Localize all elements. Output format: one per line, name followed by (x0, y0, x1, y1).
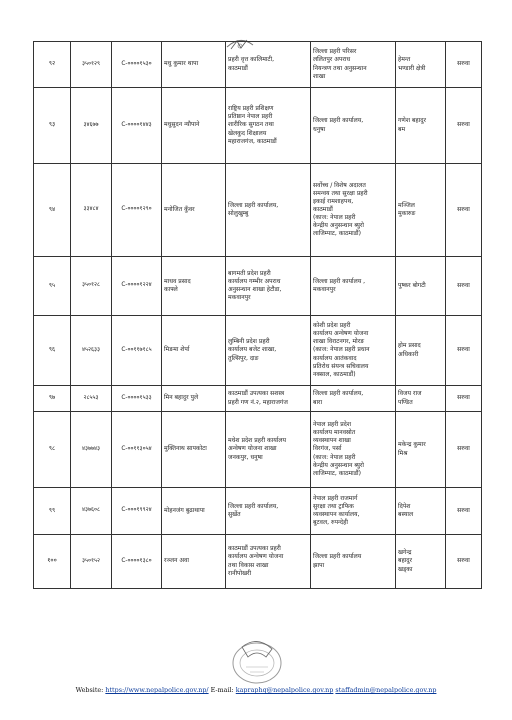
current-office-line: प्रहरी वृत्त कालिमाटी, (228, 56, 275, 64)
new-office-line: व्यवस्थापन शाखा (313, 437, 351, 445)
new-office-line: जिल्ला प्रहरी कार्यालय (313, 553, 362, 561)
current-office-line: तुल्सिपुर, दाङ (228, 354, 259, 362)
decision-cell: सरुवा (446, 535, 482, 589)
new-office-line: (काज: नेपाल प्रहरी (313, 214, 356, 222)
approver-line: भण्डारी क्षेत्री (398, 64, 426, 72)
serial-number-cell: ९४ (34, 164, 71, 257)
approver-line: पुष्कर बोगटी (398, 281, 426, 289)
new-office-cell (311, 42, 396, 88)
new-office-line: काठमाडौं (313, 205, 333, 213)
code-number-cell: C-००००१३८० (112, 535, 162, 589)
current-office-cell (226, 535, 311, 589)
new-office-line: कार्यालय अन्वेषण योजना (313, 330, 369, 338)
current-office-line: महाराजगंज, काठमाडौं (228, 137, 277, 145)
table-row (34, 88, 482, 164)
current-office-cell (226, 488, 311, 535)
employee-name-line: मधु कुमार थापा (164, 60, 199, 68)
official-seal (222, 637, 292, 687)
employee-name-line: मिङमा शेर्पा (164, 346, 190, 354)
approver-cell (396, 412, 446, 488)
new-office-cell (311, 386, 396, 412)
employee-name-cell (162, 257, 226, 316)
new-office-line: झापा (313, 561, 325, 569)
current-office-line: अन्वेषण योजना शाखा (228, 445, 277, 453)
approver-line: मुकारुङ (398, 210, 416, 217)
employee-name-cell (162, 42, 226, 88)
new-office-line: कार्यालय मानवस्रोत (313, 429, 356, 437)
approver-cell (396, 488, 446, 535)
current-office-line: जिल्ला प्रहरी कार्यालय, (228, 201, 279, 209)
approver-line: गणेश बहादुर (398, 117, 426, 125)
current-office-cell (226, 164, 311, 257)
approver-line: होम प्रसाद (398, 342, 421, 350)
current-office-line: अनुसन्धान शाखा हेटौडा, (228, 286, 282, 293)
approver-cell (396, 386, 446, 412)
employee-name-line: मिन बहादुर पुले (164, 394, 199, 402)
new-office-line: (काज: नेपाल प्रहरी (313, 453, 356, 461)
approver-line: बम (398, 125, 406, 133)
serial-number-cell: १०० (34, 535, 71, 589)
new-office-line: समन्वय तथा सुरक्षा प्रहरी (313, 189, 368, 197)
current-office-line: खेलकुद शिक्षालय (228, 129, 267, 137)
code-number-cell: C-००११७१८५ (112, 316, 162, 386)
new-office-line: बुटवल, रुपन्देही (313, 519, 348, 527)
approver-line: मिश्र (398, 449, 408, 457)
email-label: E-mail: (210, 686, 234, 694)
new-office-line: ललितपुर अपराध (313, 56, 351, 64)
approver-cell (396, 535, 446, 589)
table-row (34, 412, 482, 488)
employee-number-cell: २८५५३ (71, 386, 112, 412)
new-office-line: जिल्ला प्रहरी परिसर (313, 48, 357, 56)
email-link-kapraphq[interactable]: kapraphq@nepalpolice.gov.np (235, 686, 334, 694)
employee-number-cell: ४५२६३३ (71, 316, 112, 386)
new-office-line: बारा (313, 398, 323, 406)
new-office-line: जिल्ला प्रहरी कार्यालय, (313, 117, 364, 125)
serial-number-cell: ९३ (34, 88, 71, 164)
current-office-line: मधेश प्रदेश प्रहरी कार्यालय (228, 437, 287, 445)
current-office-line: काठमाडौं (228, 64, 248, 72)
code-number-cell: C-०००१९९२४ (112, 488, 162, 535)
employee-number-cell: ३५०१२८ (71, 257, 112, 316)
new-office-line: लाजिम्पाट, काठमाडौं) (313, 469, 361, 477)
decision-cell: सरुवा (446, 316, 482, 386)
employee-name-line: रञ्जन अवा (164, 557, 190, 565)
employee-number-cell: ३५०१५२ (71, 535, 112, 589)
employee-number-cell: ४३७७४३ (71, 412, 112, 488)
current-office-line: सुर्खेत (228, 511, 241, 518)
decision-cell: सरुवा (446, 412, 482, 488)
employee-name-line: काफ्ले (164, 286, 178, 293)
approver-line: पण्डित (398, 398, 413, 406)
employee-name-cell (162, 88, 226, 164)
employee-name-line: मधुसुदन न्यौपाने (164, 121, 200, 129)
table-row (34, 42, 482, 88)
employee-name-cell (162, 164, 226, 257)
employee-number-cell: ३४६७७ (71, 88, 112, 164)
new-office-cell (311, 164, 396, 257)
current-office-line: तथा विकास शाखा (228, 561, 269, 569)
new-office-cell (311, 535, 396, 589)
website-label: Website: (75, 686, 104, 694)
new-office-line: सुरक्षा तथा ट्राफिक (313, 502, 354, 510)
approver-cell (396, 164, 446, 257)
employee-name-cell (162, 316, 226, 386)
current-office-line: काठमाडौं उपत्यका प्रहरी (228, 545, 281, 553)
decision-cell: सरुवा (446, 88, 482, 164)
approver-cell (396, 316, 446, 386)
approver-line: मञ्जिल (398, 201, 415, 209)
new-office-cell (311, 412, 396, 488)
approver-line: विजय राज (398, 390, 422, 398)
new-office-line: इकाई रामशाहपथ, (313, 197, 354, 205)
current-office-line: जिल्ला प्रहरी कार्यालय, (228, 502, 279, 510)
new-office-line: नियन्त्रण तथा अनुसन्धान (313, 64, 367, 72)
serial-number-cell: ९८ (34, 412, 71, 488)
current-office-line: काठमाडौं उपत्यका सशस्त्र (228, 390, 285, 398)
new-office-line: सर्वोच्च / विशेष अदालत (313, 181, 366, 189)
approver-cell (396, 257, 446, 316)
new-office-line: धनुषा (313, 125, 326, 133)
new-office-line: नक्साल, काठमाडौं) (313, 370, 356, 378)
new-office-line: प्रतिरोध संयन्त्र सचिवालय (313, 362, 369, 370)
employee-name-cell (162, 535, 226, 589)
employee-name-cell (162, 488, 226, 535)
new-office-line: शाखा (313, 72, 326, 80)
employee-number-cell: ४३७६०८ (71, 488, 112, 535)
approver-line: मकेन्द्र कुमार (398, 441, 426, 449)
new-office-line: मकवानपुर (313, 286, 336, 293)
current-office-line: बागमती प्रदेश प्रहरी (228, 269, 271, 277)
new-office-line: जिल्ला प्रहरी कार्यालय , (313, 277, 366, 285)
email-link-staffadmin[interactable]: staffadmin@nepalpolice.gov.np (335, 686, 437, 694)
employee-name-cell (162, 386, 226, 412)
approver-line: हेमन्त (398, 56, 411, 64)
footer (0, 686, 512, 694)
decision-cell: सरुवा (446, 42, 482, 88)
new-office-line: कार्यालय आतंकवाद (313, 354, 357, 362)
new-office-line: विरगंज, पर्सा (313, 445, 342, 453)
approver-line: बस्याल (398, 511, 414, 518)
approver-line: खगेन्द्र (398, 549, 412, 557)
current-office-line: प्रतिष्ठान नेपाल प्रहरी (228, 113, 273, 121)
current-office-line: शारीरिक सुगठन तथा (228, 121, 274, 129)
new-office-cell (311, 257, 396, 316)
serial-number-cell: ९९ (34, 488, 71, 535)
current-office-line: प्रहरी गण नं.२, महाराजगंज (228, 398, 288, 406)
approver-cell (396, 88, 446, 164)
current-office-cell (226, 88, 311, 164)
employee-name-line: मनोजित कुँवर (164, 205, 195, 213)
new-office-line: केन्द्रीय अनुसन्धान ब्युरो (313, 222, 364, 230)
website-link[interactable]: https://www.nepalpolice.gov.np/ (105, 686, 209, 694)
code-number-cell: C-००११३०५४ (112, 412, 162, 488)
table-row (34, 257, 482, 316)
decision-cell: सरुवा (446, 257, 482, 316)
current-office-line: कार्यालय बजेट शाखा, (228, 346, 277, 354)
new-office-line: लाजिम्पाट, काठमाडौं) (313, 230, 361, 238)
current-office-cell (226, 42, 311, 88)
current-office-line: रानीपोखरी (228, 569, 252, 577)
approver-line: दिपेश (398, 502, 411, 510)
new-office-line: शाखा विराटनगर, मोरङ (313, 338, 365, 346)
current-office-line: सोलुखुम्बु (228, 210, 249, 217)
approver-line: अधिकारी (398, 350, 419, 358)
code-number-cell: C-००००१२२४ (112, 257, 162, 316)
current-office-cell (226, 386, 311, 412)
decision-cell: सरुवा (446, 488, 482, 535)
employee-name-cell (162, 412, 226, 488)
table-row (34, 488, 482, 535)
table-body (34, 42, 482, 589)
table-row (34, 164, 482, 257)
current-office-line: जनकपुर, धनुषा (228, 453, 263, 461)
new-office-cell (311, 316, 396, 386)
employee-name-line: माधव प्रसाद (164, 277, 191, 285)
decision-cell: सरुवा (446, 386, 482, 412)
new-office-line: कोशी प्रदेश प्रहरी (313, 322, 351, 330)
employee-name-line: मोहनजंग बुढाथापा (164, 506, 205, 514)
code-number-cell: C-००००१५३३ (112, 386, 162, 412)
current-office-line: राष्ट्रिय प्रहरी प्रशिक्षण (228, 105, 274, 113)
transfer-table (33, 41, 482, 589)
current-office-line: कार्यालय अन्वेषण योजना (228, 553, 284, 561)
current-office-line: लुम्बिनी प्रदेश प्रहरी (228, 338, 270, 346)
approver-cell (396, 42, 446, 88)
new-office-cell (311, 88, 396, 164)
table-row (34, 535, 482, 589)
table-row (34, 386, 482, 412)
serial-number-cell: ९२ (34, 42, 71, 88)
approver-line: खड्का (398, 565, 413, 573)
new-office-line: नेपाल प्रहरी प्रदेश (313, 421, 352, 429)
code-number-cell: C-००००१५३० (112, 42, 162, 88)
serial-number-cell: ९६ (34, 316, 71, 386)
employee-name-line: मुक्तिनाथ सापकोटा (164, 445, 207, 453)
code-number-cell: C-००००१४४३ (112, 88, 162, 164)
code-number-cell: C-००००१२९० (112, 164, 162, 257)
table-row (34, 316, 482, 386)
current-office-line: मकवानपुर (228, 294, 251, 302)
current-office-line: कार्यालय गम्भीर अपराध (228, 277, 281, 285)
new-office-line: नेपाल प्रहरी राजमार्ग (313, 494, 358, 502)
new-office-line: (काज: नेपाल प्रहरी प्रधान (313, 346, 370, 354)
serial-number-cell: ९५ (34, 257, 71, 316)
serial-number-cell: ९७ (34, 386, 71, 412)
current-office-cell (226, 412, 311, 488)
approver-line: बहादुर (398, 557, 413, 565)
new-office-line: व्यवस्थापन कार्यालय, (313, 511, 360, 518)
current-office-cell (226, 316, 311, 386)
decision-cell: सरुवा (446, 164, 482, 257)
employee-number-cell: ३३४८४ (71, 164, 112, 257)
new-office-line: केन्द्रीय अनुसन्धान ब्युरो (313, 461, 364, 469)
current-office-cell (226, 257, 311, 316)
employee-number-cell: ३५०१२९ (71, 42, 112, 88)
new-office-cell (311, 488, 396, 535)
new-office-line: जिल्ला प्रहरी कार्यालय, (313, 390, 364, 398)
